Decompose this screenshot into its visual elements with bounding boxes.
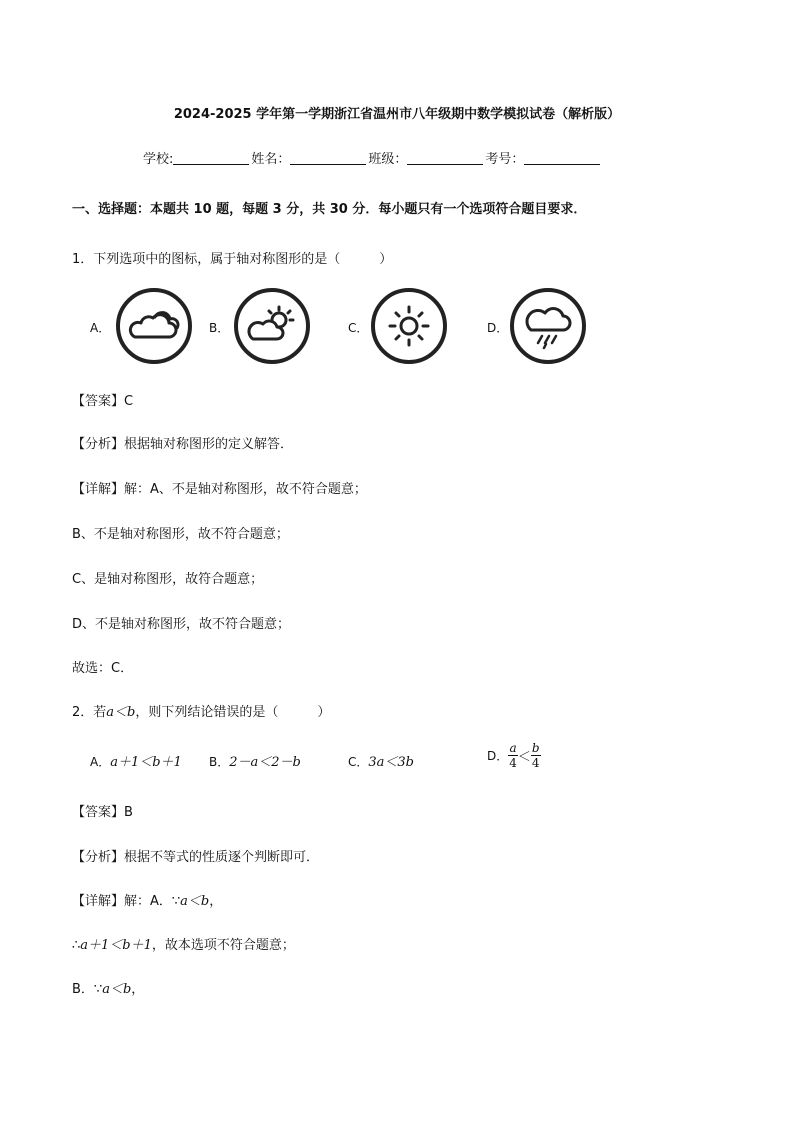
q2-detail-line [72,934,295,953]
less-than-sign: ＜ [517,750,531,765]
q2-option-c-math: 3a＜3b [368,755,415,770]
section-heading: 一、选择题：本题共 10 题，每题 3 分，共 30 分．每小题只有一个选项符合题目要求． [72,202,587,217]
class-label: 班级： [368,152,408,167]
fraction [508,741,518,770]
detail-text: ，故本选项不符合题意； [151,938,295,953]
fraction [531,741,541,770]
detail-math: a＋1＜b＋1 [80,938,152,953]
q2-option-c [348,751,414,770]
q2-stem-math: a＜b [106,705,136,720]
q2-detail-line [72,890,222,909]
cloud-icon [115,287,193,365]
school-label: 学校: [143,152,174,167]
q2-answer: 【答案】B [72,805,133,820]
detail-text: ， [209,894,223,909]
q1-option-b-label: B． [209,321,230,335]
q1-stem: 1．下列选项中的图标，属于轴对称图形的是（ ） [72,252,393,267]
name-blank [290,150,366,165]
q2-option-d-label: D． [487,749,509,763]
q1-detail-line: C、是轴对称图形，故符合题意； [72,572,264,587]
q2-option-a [90,751,182,770]
fraction-numerator: a [509,741,517,755]
fraction-denominator: 4 [531,756,540,770]
q2-analysis: 【分析】根据不等式的性质逐个判断即可． [72,850,320,865]
q2-detail-line [72,978,144,997]
q2-option-a-label: A． [90,755,111,769]
class-blank [407,150,483,165]
name-label: 姓名： [251,152,291,167]
detail-math: a＜b [102,982,132,997]
q2-option-c-label: C． [348,755,369,769]
q2-stem [72,701,330,720]
q1-detail-line: B、不是轴对称图形，故不符合题意； [72,527,289,542]
q2-option-b [209,751,301,770]
q2-option-b-math: 2－a＜2－b [229,755,301,770]
q1-detail-line: 【详解】解：A、不是轴对称图形，故不符合题意； [72,482,367,497]
page-title: 2024-2025 学年第一学期浙江省温州市八年级期中数学模拟试卷（解析版） [173,107,621,122]
fraction-numerator: b [531,741,540,755]
sun-icon [370,287,448,365]
q1-detail-line: 故选：C． [72,661,134,676]
exam-no-label: 考号： [485,152,525,167]
school-blank [173,150,249,165]
q1-option-a-label: A． [90,321,111,335]
detail-math: a＜b [180,894,210,909]
q2-stem-suffix: ，则下列结论错误的是（ ） [135,705,331,720]
q1-option-c-label: C． [348,321,369,335]
q2-option-d [487,741,541,770]
exam-no-blank [524,150,600,165]
q1-analysis: 【分析】根据轴对称图形的定义解答． [72,437,294,452]
fraction-denominator: 4 [509,756,517,770]
q2-stem-prefix: 2．若 [72,705,107,720]
detail-text: 【详解】解：A．∵ [72,894,181,909]
therefore-symbol: ∴ [72,938,81,953]
student-info-line [143,148,602,167]
partly-sunny-icon [233,287,311,365]
rain-cloud-icon [509,287,587,365]
detail-text: B．∵ [72,982,103,997]
q1-detail-line: D、不是轴对称图形，故不符合题意； [72,617,291,632]
q2-option-b-label: B． [209,755,230,769]
q2-option-a-math: a＋1＜b＋1 [110,755,182,770]
detail-text: ， [131,982,145,997]
q1-answer: 【答案】C [72,394,134,409]
q1-option-d-label: D． [487,321,509,335]
